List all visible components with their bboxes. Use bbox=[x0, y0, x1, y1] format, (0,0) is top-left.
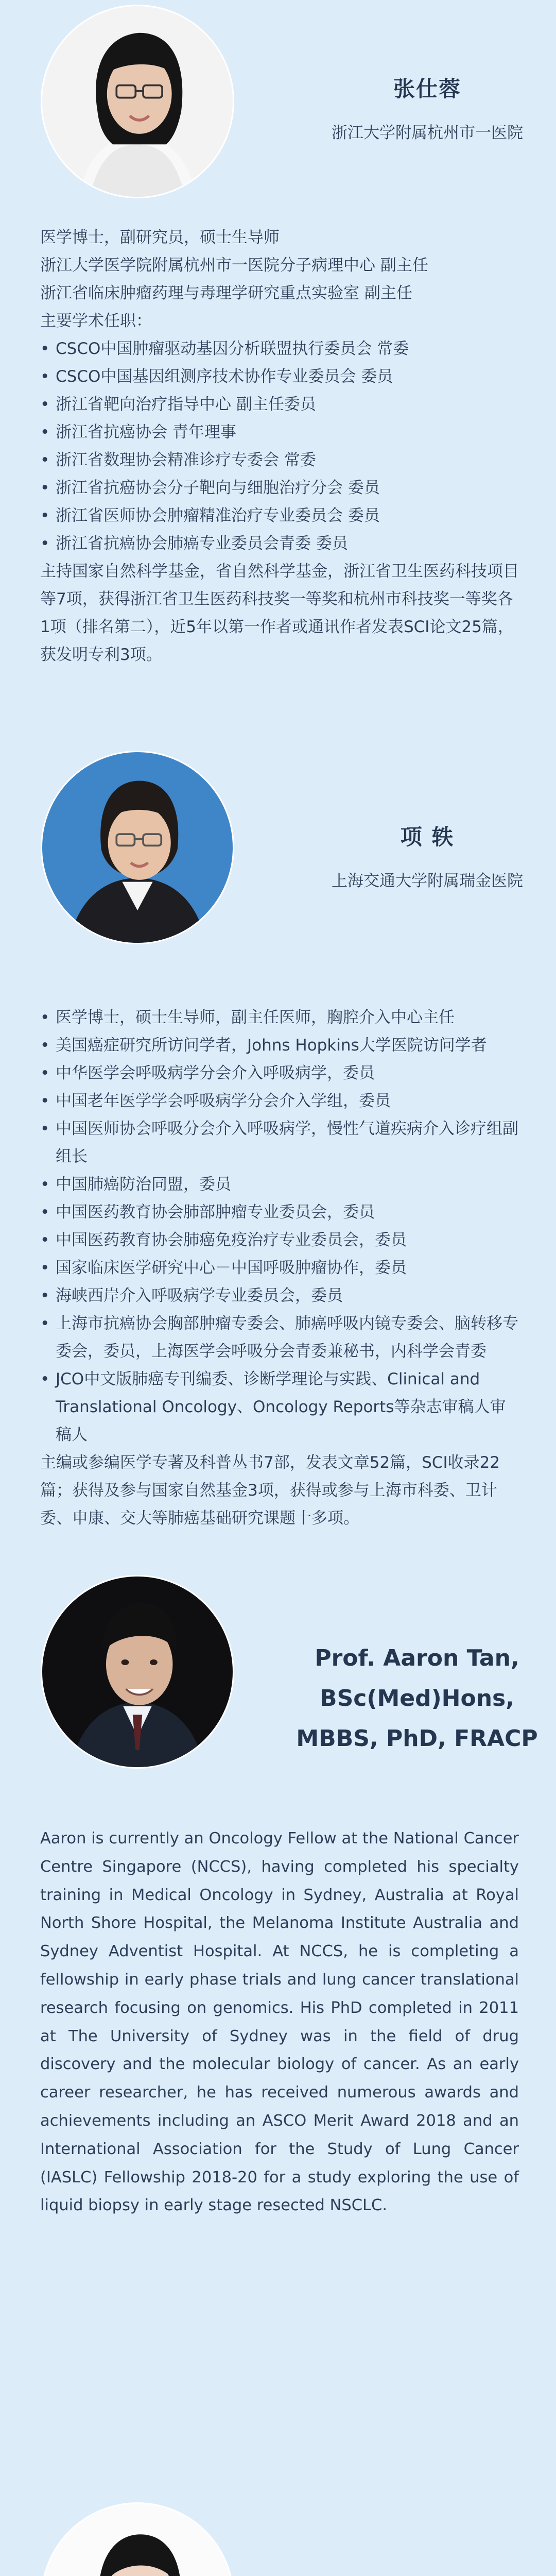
speaker-photo-peng bbox=[42, 2504, 233, 2576]
position-item: • 国家临床医学研究中心－中国呼吸肿瘤协作，委员 bbox=[40, 1254, 519, 1282]
bio-line: 医学博士，副研究员，硕士生导师 bbox=[40, 228, 280, 247]
position-item: • 医学博士，硕士生导师，副主任医师，胸腔介入中心主任 bbox=[40, 1004, 519, 1031]
position-item: • 中国医师协会呼吸分会介入呼吸病学，慢性气道疾病介入诊疗组副组长 bbox=[40, 1115, 519, 1171]
position-item: • 浙江省抗癌协会肺癌专业委员会青委 委员 bbox=[40, 530, 519, 557]
speaker-name-line: MBBS, PhD, FRACP bbox=[296, 1725, 538, 1752]
speaker-bio-aaron-tan bbox=[40, 1825, 519, 2220]
position-item: • 中国老年医学学会呼吸病学分会介入学组，委员 bbox=[40, 1087, 519, 1115]
bio-line: 浙江省临床肿瘤药理与毒理学研究重点实验室 副主任 bbox=[40, 284, 412, 302]
portrait-image bbox=[42, 2504, 233, 2576]
speaker-bio-zhang bbox=[40, 224, 519, 669]
speaker-name: 张仕蓉 bbox=[393, 76, 461, 101]
position-item: • 美国癌症研究所访问学者，Johns Hopkins大学医院访问学者 bbox=[40, 1031, 519, 1059]
speaker-name-line: Prof. Aaron Tan, bbox=[315, 1645, 519, 1671]
summary-text: 主持国家自然科学基金，省自然科学基金，浙江省卫生医药科技项目等7项，获得浙江省卫生医药科技奖一等奖和杭州市科技奖一等奖各1项（排名第二），近5年以第一作者或通讯作者发表SCI论文25篇，获发明专利3项。 bbox=[40, 562, 519, 664]
position-item: • 浙江省抗癌协会分子靶向与细胞治疗分会 委员 bbox=[40, 474, 519, 502]
position-item: • 上海市抗癌协会胸部肿瘤专委会、肺癌呼吸内镜专委会、脑转移专委会，委员，上海医学会呼吸分会青委兼秘书，内科学会青委 bbox=[40, 1310, 519, 1365]
summary-text: 主编或参编医学专著及科普丛书7部，发表文章52篇，SCI收录22篇；获得及参与国家自然基金3项，获得或参与上海市科委、卫计委、申康、交大等肺癌基础研究课题十多项。 bbox=[40, 1453, 500, 1528]
position-item: • 海峡西岸介入呼吸病学专业委员会，委员 bbox=[40, 1282, 519, 1310]
position-item: • 中国肺癌防治同盟，委员 bbox=[40, 1171, 519, 1198]
position-item: • 中华医学会呼吸病学分会介入呼吸病学，委员 bbox=[40, 1059, 519, 1087]
position-list bbox=[40, 335, 519, 557]
position-item: • CSCO中国肿瘤驱动基因分析联盟执行委员会 常委 bbox=[40, 335, 519, 363]
speaker-name-line: BSc(Med)Hons, bbox=[320, 1685, 514, 1711]
speaker-profile-xiang bbox=[0, 752, 556, 1566]
position-item: • 中国医药教育协会肺癌免疫治疗专业委员会，委员 bbox=[40, 1226, 519, 1254]
bio-line: 浙江大学医学院附属杭州市一医院分子病理中心 副主任 bbox=[40, 256, 428, 275]
position-item: • 浙江省医师协会肿瘤精准治疗专业委员会 委员 bbox=[40, 502, 519, 530]
speaker-affiliation: 浙江大学附属杭州市一医院 bbox=[332, 124, 523, 142]
speaker-profile-zhang bbox=[0, 0, 556, 762]
portrait-image bbox=[42, 6, 233, 197]
position-item: • JCO中文版肺癌专刊编委、诊断学理论与实践、Clinical and Translational Oncology、Oncology Reports等杂志审稿人审稿人 bbox=[40, 1365, 519, 1449]
speaker-profile-peng bbox=[0, 2504, 556, 2576]
position-item: • 浙江省抗癌协会 青年理事 bbox=[40, 418, 519, 446]
speaker-name bbox=[278, 1638, 556, 1759]
portrait-image bbox=[42, 1577, 233, 1767]
position-item: • 浙江省数理协会精准诊疗专委会 常委 bbox=[40, 446, 519, 474]
bio-line: 主要学术任职： bbox=[40, 312, 152, 330]
position-item: • 中国医药教育协会肺部肿瘤专业委员会，委员 bbox=[40, 1198, 519, 1226]
speaker-photo-aaron-tan bbox=[42, 1577, 233, 1767]
speaker-bio-xiang bbox=[40, 1004, 519, 1532]
speaker-photo-zhang bbox=[42, 6, 233, 197]
portrait-image bbox=[42, 752, 233, 943]
speaker-photo-xiang bbox=[42, 752, 233, 943]
summary-text: Aaron is currently an Oncology Fellow at the National Cancer Centre Singapore (NCCS), having completed his specialty training in Medical Oncology in Sydney, Australia at Royal North Shore Hospital, the Melanoma Institute Australia and Sydney Adventist Hospital. At NCCS, he is completing a fellowship in early phase trials and lung cancer translational research focusing on genomics. His PhD completed in 2011 at The University of Sydney was in the field of drug discovery and the molecular biology of cancer. As an early career researcher, he has received numerous awards and achievements including an ASCO Merit Award 2018 and an International Association for the Study of Lung Cancer (IASLC) Fellowship 2018-20 for a study exploring the use of liquid biopsy in early stage resected NSCLC. bbox=[40, 1829, 519, 2215]
position-item: • CSCO中国基因组测序技术协作专业委员会 委员 bbox=[40, 363, 519, 391]
position-list bbox=[40, 1004, 519, 1449]
position-item: • 浙江省靶向治疗指导中心 副主任委员 bbox=[40, 391, 519, 418]
speaker-profile-aaron-tan bbox=[0, 1577, 556, 2494]
speaker-name: 项 轶 bbox=[400, 824, 455, 850]
speaker-affiliation: 上海交通大学附属瑞金医院 bbox=[332, 872, 523, 890]
